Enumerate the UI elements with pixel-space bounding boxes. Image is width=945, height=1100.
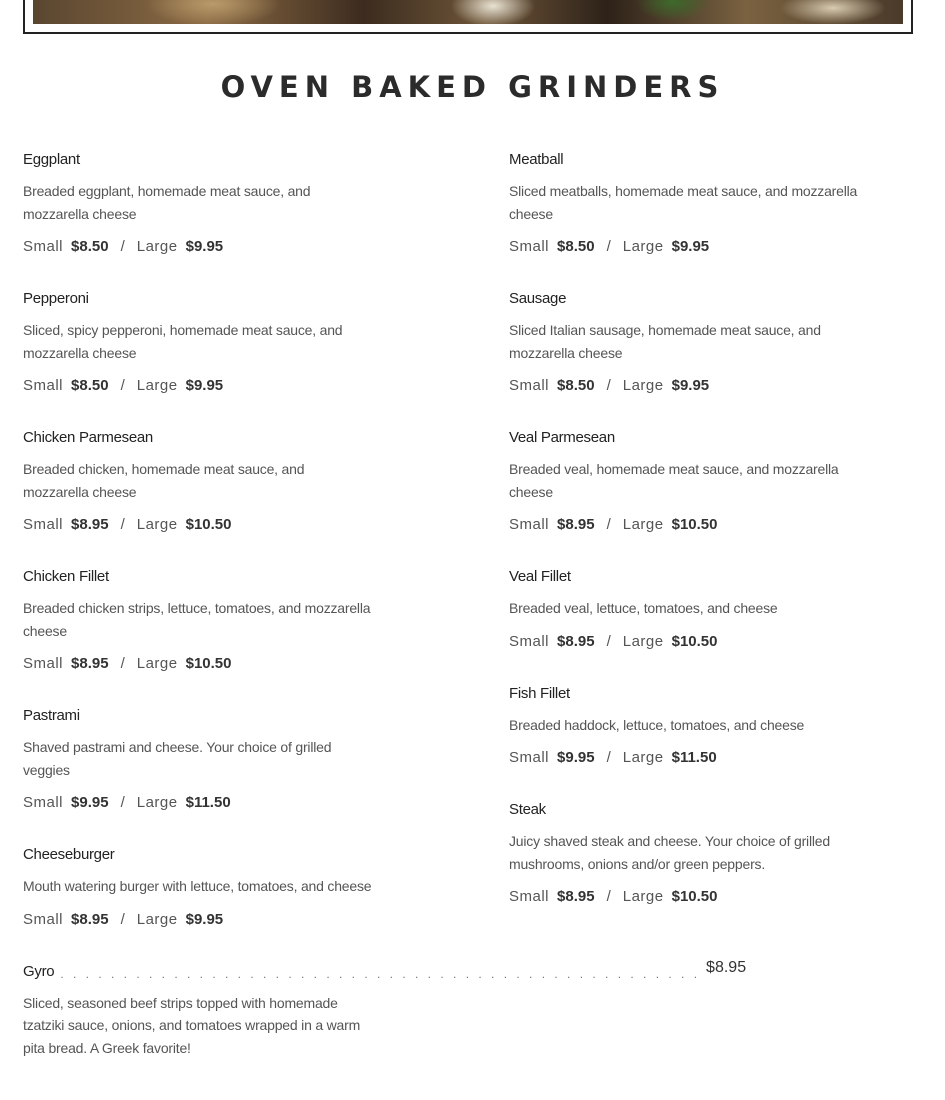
price-line [509,376,929,396]
gyro-title-row [23,958,747,982]
large-price: $9.95 [185,910,224,928]
price-separator: / [120,655,125,672]
price-line [23,237,443,257]
menu-item-name: Eggplant [23,151,80,168]
large-price: $9.95 [185,377,224,394]
menu-item [23,845,443,930]
price-separator: / [120,516,125,533]
small-price: $8.95 [557,516,595,533]
small-label: Small [509,632,550,650]
menu-item-description: Juicy shaved steak and cheese. Your choice of grilled mushrooms, onions and/or green peppers. [509,833,830,872]
menu-item-description: Breaded haddock, lettuce, tomatoes, and cheese [509,716,805,733]
price-separator: / [120,794,125,811]
menu-item-name: Chicken Parmesean [23,429,153,446]
price-line [23,793,443,813]
menu-item-name: Pepperoni [23,290,89,307]
large-label: Large [136,794,178,811]
price-separator: / [120,910,125,928]
menu-item [23,567,443,674]
menu-item [23,289,443,396]
small-price: $8.50 [71,238,109,255]
menu-item-name: Meatball [509,151,564,168]
menu-item [509,289,929,396]
price-line [23,515,443,535]
small-label: Small [509,749,550,766]
large-price: $9.95 [671,377,710,394]
large-price: $10.50 [185,516,232,533]
large-label: Large [136,238,178,255]
large-label: Large [622,632,664,650]
menu-item-name: Gyro [23,962,55,980]
large-price: $10.50 [671,632,718,650]
menu-item [23,150,443,257]
small-price: $8.50 [71,377,109,394]
small-label: Small [23,377,64,394]
price-separator: / [606,749,611,766]
price-separator: / [606,632,611,650]
large-price: $10.50 [671,516,718,533]
small-label: Small [23,516,64,533]
menu-item-gyro [23,958,747,1060]
small-price: $8.95 [71,516,109,533]
small-price: $8.95 [557,632,595,650]
menu-item-description: Sliced, spicy pepperoni, homemade meat sauce, and mozzarella cheese [23,322,343,361]
small-label: Small [23,910,64,928]
price-line [23,910,443,930]
small-label: Small [509,516,550,533]
menu-item-description: Sliced, seasoned beef strips topped with homemade tzatziki sauce, onions, and tomatoes wrapped in a warm pita bread. A Greek favorite! [23,994,361,1056]
large-label: Large [136,910,178,928]
menu-item [23,428,443,535]
menu-item-description: Mouth watering burger with lettuce, tomatoes, and cheese [23,878,372,894]
menu-item-description: Sliced Italian sausage, homemade meat sauce, and mozzarella cheese [509,322,821,361]
large-label: Large [136,516,178,533]
menu-item-description: Breaded chicken, homemade meat sauce, and mozzarella cheese [23,461,305,500]
large-label: Large [622,888,664,905]
price-line [509,632,929,652]
menu-item-name: Veal Fillet [509,568,571,585]
menu-item-description: Breaded chicken strips, lettuce, tomatoes, and mozzarella cheese [23,600,371,639]
section-title: OVEN BAKED GRINDERS [220,70,725,104]
menu-item [509,567,929,652]
price-separator: / [606,238,611,255]
menu-item-name: Steak [509,801,546,818]
small-price: $8.50 [557,238,595,255]
large-label: Large [136,655,178,672]
menu-item-name: Pastrami [23,707,80,724]
large-price: $11.50 [185,794,231,811]
large-label: Large [622,516,664,533]
menu-item [509,150,929,257]
menu-item-name: Cheeseburger [23,846,115,863]
menu-item-name: Sausage [509,290,567,307]
hero-image-frame [23,0,913,34]
menu-item-description: Shaved pastrami and cheese. Your choice of grilled veggies [23,739,332,778]
price-separator: / [606,516,611,533]
price-line [509,887,929,907]
price-separator: / [120,238,125,255]
menu-item-description: Sliced meatballs, homemade meat sauce, and mozzarella cheese [509,183,858,222]
price-separator: / [120,377,125,394]
price-line [509,237,929,257]
small-price: $8.50 [557,377,595,394]
small-label: Small [23,238,64,255]
large-price: $9.95 [185,238,224,255]
price-line [509,748,929,768]
menu-column-right [509,150,929,939]
small-label: Small [23,655,64,672]
gyro-price: $8.95 [706,958,747,976]
price-line [509,515,929,535]
dot-leader: . . . . . . . . . . . . . . . . . . . . . . . . . . . . . . . . . . . . . . . . . . . . . . . . . . . [60,966,701,981]
small-price: $8.95 [557,888,595,905]
large-label: Large [622,749,664,766]
small-label: Small [23,794,64,811]
small-price: $8.95 [71,655,109,672]
small-label: Small [509,888,550,905]
menu-item-description: Breaded veal, homemade meat sauce, and mozzarella cheese [509,461,839,500]
price-separator: / [606,888,611,905]
small-price: $8.95 [71,910,109,928]
large-price: $10.50 [185,655,232,672]
menu-item-name: Fish Fillet [509,684,570,702]
menu-item-description: Breaded eggplant, homemade meat sauce, and mozzarella cheese [23,183,311,222]
menu-item-name: Chicken Fillet [23,568,109,585]
large-price: $9.95 [671,238,710,255]
large-label: Large [622,238,664,255]
menu-item [509,800,929,907]
small-price: $9.95 [71,794,109,811]
menu-item [509,428,929,535]
large-label: Large [622,377,664,394]
menu-item [23,706,443,813]
menu-item-description: Breaded veal, lettuce, tomatoes, and cheese [509,600,778,616]
large-price: $11.50 [671,749,717,766]
price-line [23,654,443,674]
large-label: Large [136,377,178,394]
small-label: Small [509,238,550,255]
small-label: Small [509,377,550,394]
hero-food-photo [33,0,903,24]
menu-item [509,684,929,769]
small-price: $9.95 [557,749,595,766]
menu-item-name: Veal Parmesean [509,429,615,446]
large-price: $10.50 [671,888,718,905]
price-separator: / [606,377,611,394]
price-line [23,376,443,396]
